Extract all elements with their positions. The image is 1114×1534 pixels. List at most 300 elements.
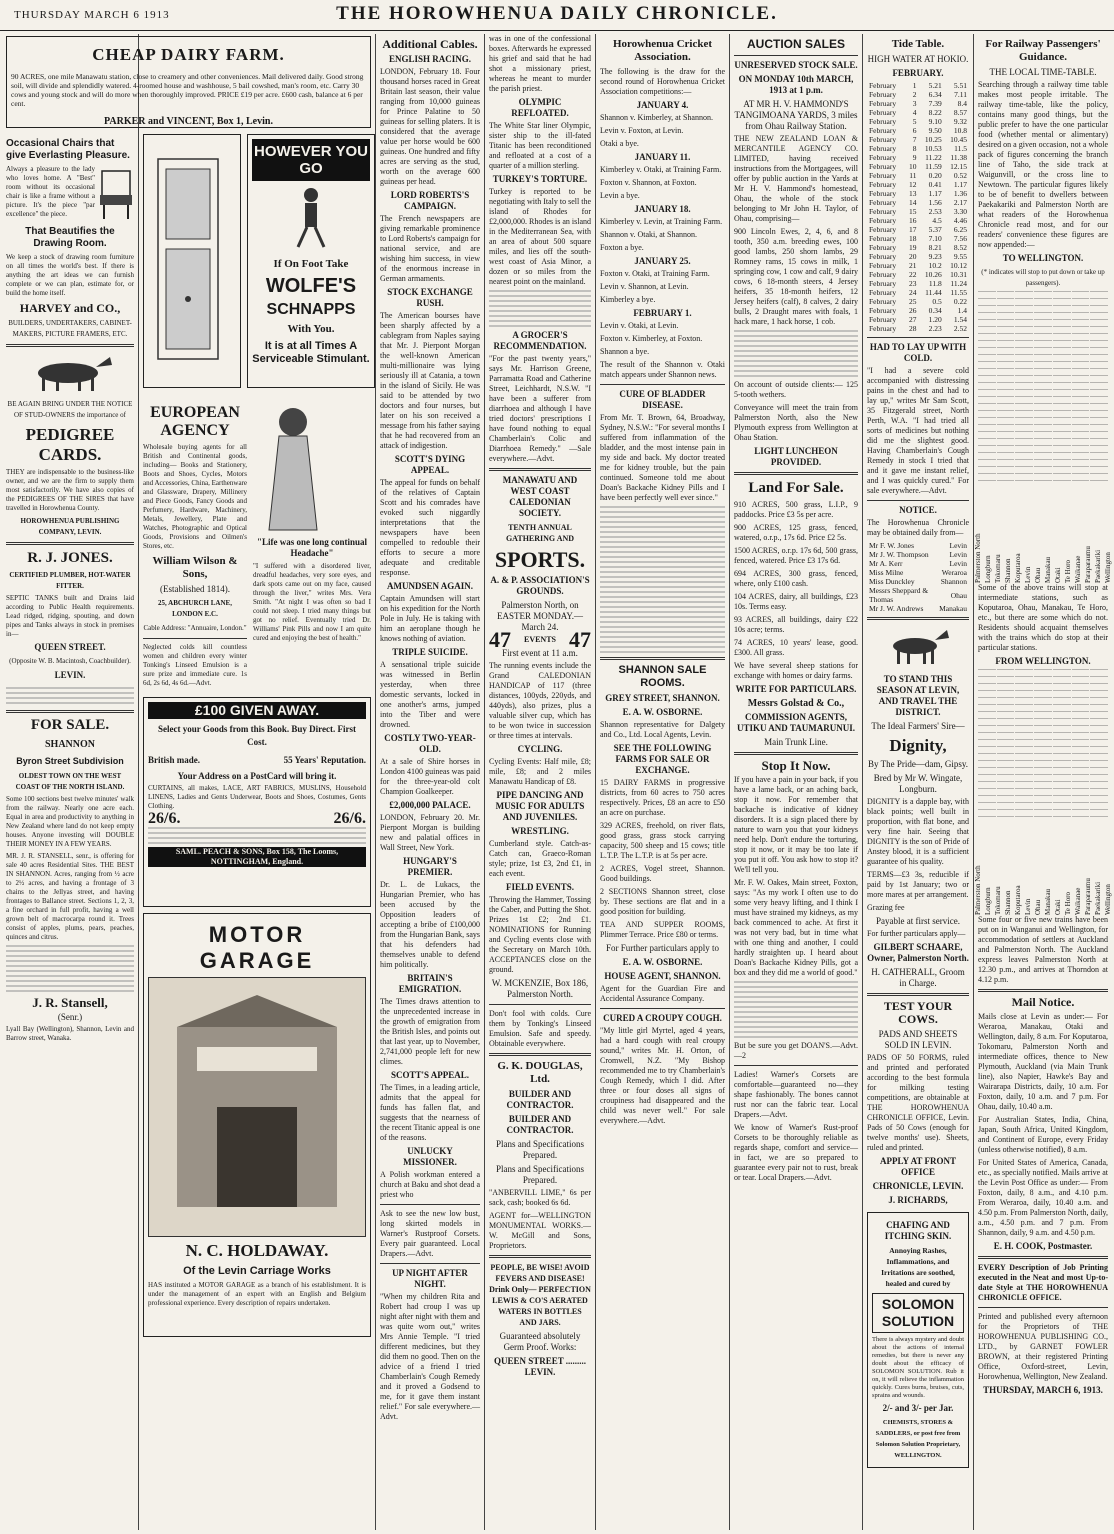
society-heading: MANAWATU AND WEST COAST CALEDONIAN SOCIETY.: [502, 475, 578, 518]
exchange: We have several sheep stations for exchange with homes or dairy farms.: [734, 661, 858, 680]
corset-notice: Ask to see the new low bust, long skirted models in Warner's Rustproof Corsets. Every pair guaranteed. Local Drapers.—Advt.: [380, 1209, 480, 1258]
station-name: Ohau: [1034, 899, 1042, 915]
issue-date: THURSDAY MARCH 6 1913: [14, 9, 170, 21]
tide-day-cell: 11: [909, 171, 917, 180]
agent-name: Mr F. W. Jones: [869, 541, 915, 550]
timetable-up: [978, 291, 1108, 487]
story-heading: SCOTT'S DYING APPEAL.: [394, 454, 466, 475]
monumental: AGENT for—WELLINGTON MONUMENTAL WORKS.—W. McGill and Sons, Proprietors.: [489, 1211, 591, 1250]
motor-garage-heading: MOTOR GARAGE: [199, 922, 315, 973]
story-heading: TURKEY'S TORTURE.: [492, 174, 588, 184]
tide-row: [867, 261, 969, 270]
jones-street: QUEEN STREET.: [34, 642, 106, 652]
column-1: [6, 134, 134, 1530]
story-text: Dr. L. de Lukacs, the Hungarian Premier, who has been accused by the Opposition leaders of accepting a bribe of £100,000 from the Hungarian Bank, says that his defenders had themselves unable to defend him politically.: [380, 880, 480, 969]
agent-row: [867, 604, 969, 613]
tide-pm-cell: 11.55: [950, 288, 967, 297]
cheap-dairy-farm-ad: [6, 36, 371, 128]
story-text: was in one of the confessional boxes. Afterwards he expressed his grief and said that he had shot a missionary priest, whereas he meant to murder the parish priest.: [489, 34, 591, 93]
tide-pm-cell: 1.54: [953, 315, 967, 324]
story-heading: LORD ROBERTS'S CAMPAIGN.: [390, 190, 470, 211]
wilson-cable: Cable Address: "Annuaire, London.": [143, 624, 247, 632]
armchair-illustration: [98, 165, 134, 221]
front-office: APPLY AT FRONT OFFICE: [879, 1156, 956, 1177]
agent-name: Mr J. W. Andrews: [869, 604, 924, 613]
tide-am-cell: 9.10: [928, 117, 942, 126]
osborne-text: Shannon representative for Dalgety and Co., Ltd. Local Agents, Levin.: [600, 720, 725, 739]
lewis-waters: PEOPLE, BE WISE! AVOID FEVERS AND DISEASE! Drink Only— PERFECTION LEWIS & CO'S AERATED WATERS IN BOTTLES AND JARS.: [489, 1263, 591, 1327]
mail-text: For United States of America, Canada, etc., as specially notified. Mails arrive at the Levin Post Office as under:— From Foxton, daily, 8 a.m., and 4.10 p.m. From Weraroa, daily, 10.40 a.m. and 4.50 p.m. From Palmerston North, daily, a.m., 4.50 p.m. and 7 p.m. From Shannon, daily, 9 a.m. and 4.50 p.m.: [978, 1158, 1108, 1237]
tide-am-cell: 0.41: [928, 180, 942, 189]
tide-day-cell: 13: [908, 189, 917, 198]
story-heading: ENGLISH RACING.: [388, 54, 471, 64]
tide-day-cell: 21: [908, 261, 917, 270]
tide-month-cell: February: [869, 297, 897, 306]
peach-goods-list: CURTAINS, all makes, LACE, ART FABRICS, MUSLINS, Household LINENS, Ladies and Gents Underwear, Boots and Shoes, Costumes, Gents Clothing.: [148, 784, 366, 810]
solomon-foot: CHEMISTS, STORES & SADDLERS, or post free from Solomon Solution Proprietary, WELLINGTON.: [875, 1419, 961, 1459]
loan-company-text: THE NEW ZEALAND LOAN & MERCANTILE AGENCY CO. LIMITED, having received instructions from the Mortgagees, will offer by public auction in the Yards at Mr H. V. Hammond's homestead, Ohau, the whole of the stock belonging to Mr John H. Taylor, of Ohau, comprising—: [734, 134, 858, 223]
osborne: E. A. W. OSBORNE.: [622, 707, 703, 717]
chronicle-levin: CHRONICLE, LEVIN.: [872, 1181, 964, 1191]
peach-catalogue-ad: [143, 697, 371, 907]
tide-day-cell: 7: [912, 135, 917, 144]
agent-row: [867, 568, 969, 577]
house-text: Agent for the Guardian Fire and Accidental Assurance Company.: [600, 984, 725, 1003]
tide-month-cell: February: [869, 261, 897, 270]
pedigree-text: THEY are indispensable to the business-like owner, and we are the firm to supply them most satisfactorily. We have also copies of the PEDIGREES OF THE SIRES that have travelled in Horowhenua County.: [6, 468, 134, 512]
field-heading: FIELD EVENTS.: [505, 882, 575, 892]
tide-row: [867, 279, 969, 288]
tide-heading: Tide Table.: [891, 38, 945, 50]
match: Foxton v. Kimberley, at Foxton.: [600, 334, 703, 343]
match: Kimberley v. Otaki, at Training Farm.: [600, 165, 722, 174]
withyou-text: With You.: [287, 323, 335, 335]
tide-pm-cell: 10.31: [950, 270, 967, 279]
round-date: JANUARY 25.: [634, 256, 691, 266]
listing: 2 ACRES, Vogel street, Shannon. Good buildings.: [600, 864, 725, 883]
timetable-sub: THE LOCAL TIME-TABLE.: [989, 67, 1097, 77]
land-listing: 910 ACRES, 500 grass, L.I.P., 9 paddocks. Price £3 5s per acre.: [734, 500, 858, 519]
tide-pm-cell: 8.4: [957, 99, 967, 108]
listing: 329 ACRES, freehold, on river flats, good grass, grass stock carrying capacity, 500 sheep and 15 cows; title L.T.P. The L.T.P. is at 5s per acre.: [600, 821, 725, 860]
tide-am-cell: 8.22: [928, 108, 942, 117]
european-heading: EUROPEAN AGENCY: [150, 404, 240, 439]
tide-pm-cell: 5.51: [953, 81, 967, 90]
tide-day-cell: 16: [908, 216, 917, 225]
cricket-intro: The following is the draw for the second round of Horowhenua Cricket Association competitions:—: [600, 67, 725, 96]
lifelong-quote: "Life was one long continual Headache": [256, 537, 367, 558]
story-heading: £2,000,000 PALACE.: [389, 800, 471, 810]
grounds: A. & P. ASSOCIATION'S GROUNDS.: [490, 575, 590, 596]
match: Shannon v. Otaki, at Shannon.: [600, 230, 698, 239]
tide-am-cell: 11.8: [928, 279, 942, 288]
match: Foxton a bye.: [600, 243, 644, 252]
tide-row: [867, 126, 969, 135]
sale-location: AT MR H. V. HAMMOND'S TANGIMOANA YARDS, 3 miles from Ohau Railway Station.: [734, 99, 858, 131]
solomon-price: 2/- and 3/- per Jar.: [882, 1403, 954, 1413]
furniture-illustration: [143, 134, 241, 388]
sale-date: ON MONDAY 10th MARCH, 1913 at 1 p.m.: [738, 74, 854, 95]
tide-am-cell: 0.34: [928, 306, 942, 315]
tide-am-cell: 4.5: [932, 216, 942, 225]
tide-row: [867, 225, 969, 234]
station-name: Ohau: [1034, 567, 1042, 583]
pedigree-publisher: HOROWHENUA PUBLISHING COMPANY, LEVIN.: [20, 517, 120, 536]
tide-am-cell: 2.23: [928, 324, 942, 333]
wrestling-heading: WRESTLING.: [511, 826, 569, 836]
story-text: LONDON, February 18. Four thousand horses raced in Great Britain last season, their value ranging from 10,000 guineas for Prince Palatine to 50 guineas for selling platers. It is considered that the average value per horse would be 600 guineas. One hundred and fifty acres are serving as the stud, worth on the average 600 guineas per head.: [380, 67, 480, 186]
timetable-column: [1090, 291, 1108, 487]
shannon-sale-heading: SHANNON SALE ROOMS.: [618, 664, 707, 689]
tide-row: [867, 216, 969, 225]
jones-opposite: (Opposite W. B. Macintosh, Coachbuilder).: [9, 657, 131, 665]
headache-testimonial: "I suffered with a disordered liver, dreadful headaches, very sore eyes, and dark spots came out on my face, caused through the liver," writes Mrs. Vera Smith. "At night I was often so bad I could not sleep. I tried many things but got no relief. Eventually tried Dr. Williams' Pink Pills and now I am quite cured and enjoying the best of health.": [253, 562, 371, 642]
golstad: Messrs Golstad & Co.,: [747, 698, 845, 709]
station-name: Paekakariki: [1094, 881, 1102, 915]
column-5: [600, 34, 725, 1530]
story-heading: UNLUCKY MISSIONER.: [403, 1146, 457, 1167]
railway-text: Searching through a railway time table makes most people irritable. The railway time-table, like the policy, contains many good things, but the public prefer to have the one particular food (whether mental or alimentary) desired on a given occasion, not a whole pack of figures concerning the branch line of Taho, the side track at Waigunvill, or the cross line to Newtown. The particular figures likely to be of benefit to dwellers between Paekakariki and Palmerston North are what readers of the Horowhenua Chronicle read most, and for our readers' convenience these figures are now appended:—: [978, 80, 1108, 249]
stop-heading: Stop It Now.: [761, 758, 831, 773]
story-text: Turkey is reported to be negotiating with Italy to sell the island of Rhodes for £2,000,000. Rhodes is an island in the Mediterranean Sea, with an area of about 500 square miles, and lies off the south-west coast of Asia Minor, a dozen or so miles from the nearest point on the mainland.: [489, 187, 591, 286]
warner-notice: Ladies! Warner's Corsets are comfortable—guaranteed no—they shape fashionably. The bones cannot rust nor can the fabric tear. Local Drapers.—Advt.: [734, 1070, 858, 1119]
tide-day-cell: 9: [912, 153, 917, 162]
price-right: 26/6.: [333, 810, 366, 827]
station-name: Levin: [1024, 566, 1032, 583]
stud-horse-illustration: [6, 351, 134, 393]
tide-day-cell: 10: [908, 162, 917, 171]
tide-month-cell: February: [869, 243, 897, 252]
owner: GILBERT SCHAARE, Owner, Palmerston North.: [867, 942, 969, 963]
notice-heading: NOTICE.: [899, 505, 937, 515]
tide-pm-cell: 0.22: [953, 297, 967, 306]
cold-text: "I had a severe cold accompanied with distressing pains in the chest and had to lay up," writes Mr Sam Scott, 35 Fitzgerald street, North Perth, W.A. "I had tried all sorts of medicines but nothing did me the slightest good. Having Chamberlain's Cough Remedy in stock I tried that and it gave me instant relief, and I was quickly cured." For sale everywhere.—Advt.: [867, 366, 969, 495]
imprint: Printed and published every afternoon for the Proprietors of THE HOROWHENUA PUBLISHING CO., LTD., by GARNET FOWLER BROWN, at their registered Printing Office, Oxford-street, Levin, Horowhenua, Wellington, New Zealand.: [978, 1312, 1108, 1381]
timetable-column: [1015, 291, 1033, 487]
woman-illustration: [253, 400, 371, 530]
plans: Plans and Specifications Prepared.: [496, 1139, 584, 1160]
tide-row: [867, 234, 969, 243]
tide-row: [867, 153, 969, 162]
particulars: For Further particulars apply to: [606, 943, 719, 953]
tide-row: [867, 162, 969, 171]
tonking-notice: Don't fool with colds. Cure them by Tonking's Linseed Emulsion. Safe and speedy. Obtainable everywhere.: [489, 1009, 591, 1048]
station-name: Paraparaumu: [1084, 878, 1092, 915]
agents-table: [867, 541, 969, 613]
story-text: A Polish workman entered a church at Baku and shot dead a priest who: [380, 1170, 480, 1199]
round-date: JANUARY 18.: [634, 204, 691, 214]
tide-month-cell: February: [869, 270, 897, 279]
masthead: [0, 0, 1114, 31]
grey-street: GREY STREET, SHANNON.: [605, 693, 720, 703]
peach-address: SAML. PEACH & SONS, Box 158, The Looms, NOTTINGHAM, England.: [148, 847, 366, 867]
story-text: The American bourses have been sharply affected by a cablegram from Naples saying that Mr. J. Pierpont Morgan the well-known American multi-millionaire was lying seriously ill at Catania, a town in the island of Sicily. He was said to be attended by two doctors and four nurses, but later on his son received a message from his father saying that he had recovered from an attack of indigestion.: [380, 311, 480, 450]
from-wellington: FROM WELLINGTON.: [995, 656, 1091, 666]
tide-day-cell: 26: [908, 306, 917, 315]
given-sub: Select your Goods from this Book. Buy Direct. First Cost.: [158, 724, 356, 747]
tide-pm-cell: 10.45: [950, 135, 967, 144]
douglas-heading: G. K. DOUGLAS, Ltd.: [497, 1060, 583, 1085]
story-text: A sensational triple suicide was witnessed in Berlin yesterday, when three domestic servants, locked in one another's arms, jumped into the Tiber and were drowned.: [380, 660, 480, 729]
agent-town: Ohau: [950, 590, 967, 600]
shannon-heading: SHANNON: [44, 739, 95, 750]
listing: 15 DAIRY FARMS in progressive districts, from 60 acres to 750 acres respectively. Prices, £8 an acre to £50 an acre on purchase.: [600, 778, 725, 817]
listing: TEA AND SUPPER ROOMS, Plimmer Terrace. Price £80 or terms.: [600, 920, 725, 939]
ad-body: 90 ACRES, one mile Manawatu station, close to creamery and other conveniences. Mail delivered daily. Good strong soil, will divide and splendidly watered. 4-roomed house and washhouse, 5 bail cowshed, man's room, etc. Carry 30 cows and young stock and will do more when thoroughly improved. PRICE £19 per acre. £600 cash, balance at 6 per cent.: [11, 71, 364, 108]
station-name: Manakau: [1044, 556, 1052, 583]
timetable-column: [1072, 669, 1090, 819]
price-left: 26/6.: [148, 810, 181, 827]
match: Shannon a bye.: [600, 347, 650, 356]
story-text: The White Star liner Olympic, sister ship to the ill-fated Titanic has been reconditioned and refloated at a cost of a quarter of a million sterling.: [489, 121, 591, 170]
tide-pm-cell: 8.57: [953, 108, 967, 117]
tide-month-cell: February: [869, 135, 897, 144]
solomon-text: There is always mystery and doubt about the actions of internal remedies, but there is never any doubt about the efficacy of SOLOMON SOLUTION. Rub it on, it will relieve the inflammation quickly. Cures burns, bruises, cuts, sprains and wounds.: [872, 1336, 964, 1399]
timetable-column: [1053, 669, 1071, 819]
pads-sub: PADS AND SHEETS SOLD IN LEVIN.: [878, 1029, 958, 1050]
story-heading: AMUNDSEN AGAIN.: [386, 581, 473, 591]
dignity-text: DIGNITY is a dapple bay, with black points; well built in proportion, with flat bone, and very fine hair. Seeing that DIGNITY is the son of Pride of Anstey blood, it is a sufficient guarantee of his quality.: [867, 797, 969, 866]
station-name: Levin: [1024, 898, 1032, 915]
cycling-heading: CYCLING.: [517, 744, 563, 754]
station-name: Tokomaru: [994, 886, 1002, 915]
column-rule: [375, 34, 376, 1530]
story-text: LONDON, February 20. Mr. Pierpont Morgan is building new and palatial offices in Wall Street, New York.: [380, 813, 480, 852]
tide-day-cell: 12: [908, 180, 917, 189]
story-text: "When my children Rita and Robert had croup I was up night after night with them and was quite worn out," writes Mrs Annie Temple. "I tried different medicines, but they did them no good. Then on the advice of a friend I tried Chamberlain's Cough Remedy and it proved a Godsend to me, for it gave them instant relief." For sale everywhere.—Advt.: [380, 1292, 480, 1421]
headache-ad: [253, 400, 371, 691]
tide-row: [867, 117, 969, 126]
station-name: Longburn: [984, 887, 992, 915]
tide-day-cell: 23: [908, 279, 917, 288]
dignity-heading: Dignity,: [889, 736, 947, 755]
cricket-heading: Horowhenua Cricket Association.: [612, 38, 713, 63]
tide-am-cell: 11.59: [925, 162, 942, 171]
tide-row: [867, 171, 969, 180]
match: Kimberley v. Levin, at Training Farm.: [600, 217, 723, 226]
tide-row: [867, 315, 969, 324]
tide-day-cell: 5: [912, 117, 917, 126]
timetable-column: [1034, 291, 1052, 487]
match: Foxton v. Otaki, at Training Farm.: [600, 269, 710, 278]
story-text: The appeal for funds on behalf of the relatives of Captain Scott and his comrades have evoked such niggardly interpretations that the newspapers have been compelled to redouble their efforts to secure a more adequate and creditable response.: [380, 478, 480, 577]
land-listing: 900 ACRES, 125 grass, fenced, watered, o.r.p., 17s 6d. Price £2 5s.: [734, 523, 858, 542]
agent-town: Weraroa: [941, 568, 967, 577]
main-trunk: Main Trunk Line.: [764, 737, 828, 747]
tide-pm-cell: 1.36: [953, 189, 967, 198]
tide-month-cell: February: [869, 90, 897, 99]
wolfes-schnapps-ad: [247, 134, 375, 388]
tide-am-cell: 8.21: [928, 243, 942, 252]
story-heading: TRIPLE SUICIDE.: [392, 647, 468, 657]
chafing-text: Annoying Rashes, Inflammations, and Irritations are soothed, healed and cured by: [881, 1246, 955, 1288]
station-name: Te Horo: [1064, 891, 1072, 915]
column-rule: [595, 34, 596, 1530]
tide-pm-cell: 7.11: [954, 90, 967, 99]
tide-day-cell: 19: [908, 243, 917, 252]
land-listing: 93 ACRES, all buildings, dairy £22 10s acre; terms.: [734, 615, 858, 634]
tide-pm-cell: 7.56: [953, 234, 967, 243]
tide-pm-cell: 10.12: [950, 261, 967, 270]
first-event: First event at 11 a.m.: [502, 648, 578, 658]
column-rule: [862, 34, 863, 1530]
round-date: FEBRUARY 1.: [633, 308, 692, 318]
tide-am-cell: 10.2: [928, 261, 942, 270]
mail-heading: Mail Notice.: [1011, 995, 1075, 1009]
tide-month-cell: February: [869, 234, 897, 243]
tide-day-cell: 3: [912, 99, 917, 108]
running-events: The running events include the Grand CALEDONIAN HANDICAP of 117 (three distances, 100yds, 220yds, and 440yds), also prizes, plus a valuable silver cup, which has to be won twice in succession or three times at intervals.: [489, 661, 591, 740]
event-date: Palmerston North, on EASTER MONDAY.—March 24.: [496, 600, 583, 632]
tide-month-cell: February: [869, 171, 897, 180]
tide-month-cell: February: [869, 99, 897, 108]
tide-am-cell: 1.56: [928, 198, 942, 207]
stock-list: 900 Lincoln Ewes, 2, 4, 6, and 8 tooth, 350 a.m. breeding ewes, 100 good lambs, 250 shorn lambs, 29 Romney rams, 15 cows in milk, 1 springing cow, 1 cow and calf, 9 dairy cows, 6 18-month steers, 4 Jersey heifers, 35 18-month heifers, 12 Jersey heifers (calf), 8 calves, 2 dairy bulls, 2 Draught mares with foals, 1 hack mare, 1 hack horse, 1 cob.: [734, 227, 858, 326]
station-name: Wellington: [1104, 884, 1112, 915]
tide-month-cell: February: [869, 81, 897, 90]
story-heading: STOCK EXCHANGE RUSH.: [387, 287, 473, 308]
timetable-column: [997, 291, 1015, 487]
wilson-name: William Wilson & Sons,: [152, 555, 238, 580]
plans: Plans and Specifications Prepared.: [496, 1164, 584, 1185]
agent-town: Levin: [949, 559, 967, 568]
tide-am-cell: 11.22: [925, 153, 942, 162]
column-2: [143, 134, 371, 1530]
story-heading: A GROCER'S RECOMMENDATION.: [493, 330, 587, 351]
luncheon: LIGHT LUNCHEON PROVIDED.: [754, 446, 838, 467]
tide-month-cell: February: [869, 315, 897, 324]
railway-heading: For Railway Passengers' Guidance.: [985, 38, 1101, 63]
events-count: 47: [568, 627, 591, 652]
tide-month-cell: February: [869, 108, 897, 117]
tide-day-cell: 1: [912, 81, 917, 90]
tide-pm-cell: 6.25: [953, 225, 967, 234]
tide-pm-cell: 1.4: [957, 306, 967, 315]
agent-row: [867, 586, 969, 604]
station-name: Otaki: [1054, 567, 1062, 583]
timetable-column: [1072, 291, 1090, 487]
story-heading: SCOTT'S APPEAL.: [390, 1070, 470, 1080]
ad-agent: PARKER and VINCENT, Box 1, Levin.: [104, 116, 273, 127]
agent-name: Mr J. W. Thompson: [869, 550, 929, 559]
tide-month-cell: February: [869, 117, 897, 126]
listing: 2 SECTIONS Shannon street, close by. These sections are flat and in a good position for building.: [600, 887, 725, 916]
payable: Payable at first service.: [876, 916, 960, 926]
holdaway-name: N. C. HOLDAWAY.: [185, 1241, 329, 1260]
wilson-established: (Established 1814).: [160, 584, 230, 594]
imprint-date: THURSDAY, MARCH 6, 1913.: [983, 1385, 1103, 1395]
station-name: Manakau: [1044, 888, 1052, 915]
match: Levin v. Foxton, at Levin.: [600, 126, 684, 135]
column-rule: [138, 34, 139, 1530]
tide-pm-cell: 9.55: [953, 252, 967, 261]
tide-pm-cell: 1.17: [953, 180, 967, 189]
round-date: JANUARY 11.: [634, 152, 691, 162]
grazing: Grazing fee: [867, 903, 905, 912]
timetable-column: [1034, 669, 1052, 819]
pedigree-heading: PEDIGREE CARDS.: [25, 425, 115, 464]
tide-month-cell: February: [869, 144, 897, 153]
agent-name: Miss Milne: [869, 568, 904, 577]
match: Levin v. Shannon, at Levin.: [600, 282, 689, 291]
tide-month-cell: February: [869, 225, 897, 234]
tide-month-cell: February: [869, 207, 897, 216]
tide-day-cell: 27: [908, 315, 917, 324]
match: Foxton v. Shannon, at Foxton.: [600, 178, 697, 187]
land-listing: 74 ACRES, 10 years' lease, good. £300. All grass.: [734, 638, 858, 657]
match: Shannon v. Kimberley, at Shannon.: [600, 113, 713, 122]
station-name: Palmerston North: [974, 865, 982, 915]
tide-day-cell: 2: [912, 90, 917, 99]
croup-text: "My little girl Myrtel, aged 4 years, had a hard cough with real croupy sound," writes Mr. H. Orton, of Cromwell, N.Z. "My Bishop recommended me to try Chamberlain's Cough Remedy, which I did. After three or four doses all signs of croupiness had disappeared and the child was never well." For sale everywhere.—Advt.: [600, 1026, 725, 1125]
tide-row: [867, 81, 969, 90]
postcard-line: Your Address on a PostCard will bring it.: [177, 771, 337, 781]
conveyance: Conveyance will meet the train from Palmerston North, also the New Plymouth express from Wellington at Ohau Station.: [734, 403, 858, 442]
notice-text: The Horowhenua Chronicle may be obtained daily from—: [867, 518, 969, 537]
tide-month-cell: February: [869, 189, 897, 198]
mail-text: For Australian States, India, China, Japan, South Africa, United Kingdom, and Continent of Europe, every Friday (unless otherwise notified), 8 a.m.: [978, 1115, 1108, 1154]
postmaster: E. H. COOK, Postmaster.: [993, 1241, 1093, 1251]
tide-am-cell: 10.53: [924, 144, 942, 153]
station-name: Otaki: [1054, 899, 1062, 915]
station-name: Shannon: [1004, 890, 1012, 915]
lime: "ANBERVILL LIME," 6s per sack, cash; booked 6s 6d.: [489, 1188, 591, 1207]
tide-pm-cell: 11.5: [954, 144, 967, 153]
agent-name: Messrs Sheppard & Thomas: [869, 586, 929, 604]
story-text: The Times, in a leading article, admits that the appeal for funds has fallen flat, and suggests that the nearness of the recent Titanic appeal is one of the reasons.: [380, 1083, 480, 1142]
subdivision-body: Some 100 sections best twelve minutes' walk from the railway. Nearly one acre each. Equal in area and productivity to anything in New Zealand where land do not keep empty houses. Anyone investing will DOUBLE THEIR MONEY IN A FEW YEARS.: [6, 795, 134, 848]
wrestling-text: Cumberland style. Catch-as-Catch can, Graeco-Roman style; prize, 1st £3, 2nd £1, in each event.: [489, 839, 591, 878]
tide-day-cell: 20: [908, 252, 917, 261]
tide-day-cell: 14: [908, 198, 917, 207]
tide-am-cell: 7.39: [928, 99, 942, 108]
jones-trade: CERTIFIED PLUMBER, HOT-WATER FITTER.: [9, 571, 131, 590]
tide-row: [867, 270, 969, 279]
station-name: Paekakariki: [1094, 549, 1102, 583]
house-agent: HOUSE AGENT, SHANNON.: [604, 971, 721, 981]
timetable-column: [978, 291, 996, 487]
timetable-down: [978, 669, 1108, 819]
column-6: [734, 34, 858, 1530]
timetable-column: [978, 669, 996, 819]
tenth-annual: TENTH ANNUAL GATHERING AND: [505, 523, 575, 543]
tide-row: [867, 108, 969, 117]
unreserved: UNRESERVED STOCK SALE.: [734, 60, 858, 70]
tide-row: [867, 252, 969, 261]
secretary: W. MCKENZIE, Box 186, Palmerston North.: [491, 978, 589, 999]
tide-row: [867, 207, 969, 216]
story-text: "For the past twenty years," says Mr. Harrison Greene, Parramatta Road and Catherine Street, Leichhardt, N.S.W. "I have been a sufferer from diarrhoea and although I have tried doctors' prescriptions I have found nothing to equal Chamberlain's Colic and Diarrhoea Remedy." —Sale everywhere.—Advt.: [489, 354, 591, 463]
harvey-trades: BUILDERS, UNDERTAKERS, CABINET-MAKERS, PICTURE FRAMERS, ETC.: [8, 319, 132, 338]
dignity-by: By The Pride—dam, Gipsy.: [868, 759, 968, 769]
agent-town: Shannon: [940, 577, 967, 586]
solomon-brand: SOLOMON SOLUTION: [872, 1293, 964, 1333]
tide-pm-cell: 12.15: [950, 162, 967, 171]
tide-month-cell: February: [869, 306, 897, 315]
commission: COMMISSION AGENTS, UTIKU AND TAUMARUNUI.: [737, 712, 855, 733]
column-rule: [484, 34, 485, 1530]
tide-am-cell: 11.44: [925, 288, 942, 297]
tide-row: [867, 135, 969, 144]
tide-day-cell: 15: [908, 207, 917, 216]
station-name: Palmerston North: [974, 533, 982, 583]
story-text: The French newspapers are giving remarkable prominence to Lord Roberts's campaign for national service, and are wishing him success, in view of the enormous increase in German armaments.: [380, 214, 480, 283]
station-name: Longburn: [984, 555, 992, 583]
column-rule: [973, 34, 974, 1530]
tide-month-cell: February: [869, 198, 897, 207]
station-name: Wellington: [1104, 552, 1112, 583]
station-name: Waikanae: [1074, 887, 1082, 915]
